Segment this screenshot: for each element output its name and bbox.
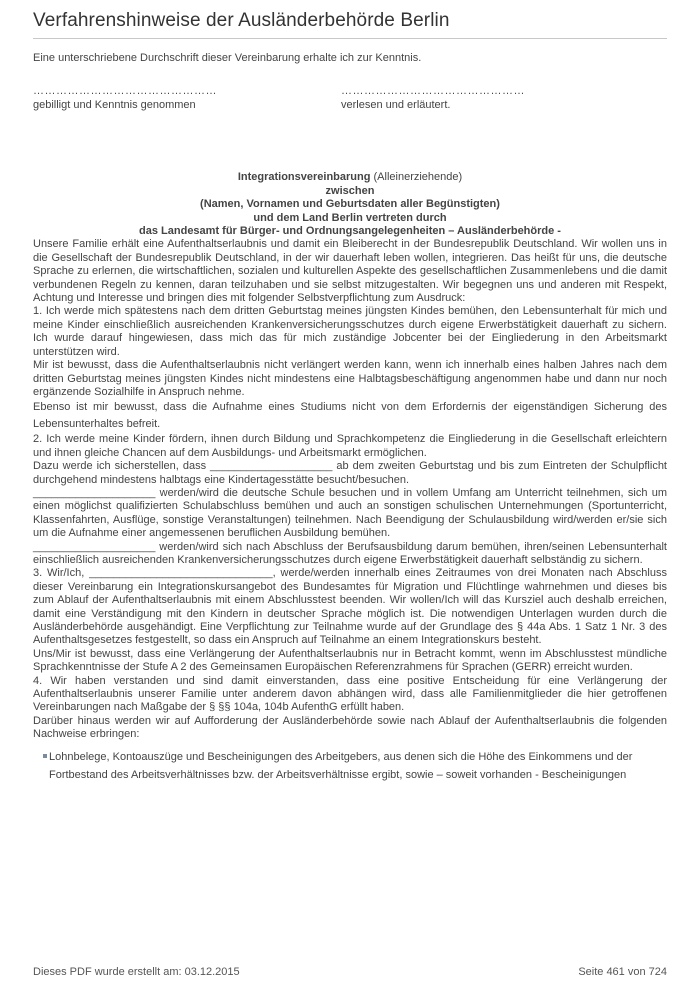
section-1-paragraph-a: 1. Ich werde mich spätestens nach dem dritten Geburtstag meines jüngsten Kindes bemühen, den Lebensunterhalt für mich und meine Kinder einschließlich ausreichenden Krankenversicherungsschutzes durch eigene Erwerbstätigkeit dauerhaft zu sichern. Ich wurde darauf hingewiesen, dass mich das für mich zuständige Jobcenter bei der Eingliederung in den Arbeitsmarkt unterstützen wird. — [33, 305, 667, 358]
title-line-4: und dem Land Berlin vertreten durch — [253, 211, 447, 224]
page-title: Verfahrenshinweise der Ausländerbehörde Berlin — [33, 10, 450, 31]
signature-right — [341, 85, 525, 112]
section-2-paragraph-a: 2. Ich werde meine Kinder fördern, ihnen durch Bildung und Sprachkompetenz die Eingliederung in die Gesellschaft erleichtern und ihnen gleiche Chancen auf dem Ausbildungs- und Arbeitsmarkt ermöglichen. — [33, 433, 667, 459]
section-2-paragraph-c: ____________________ werden/wird die deutsche Schule besuchen und in vollem Umfang am Unterricht teilnehmen, sich um einen möglichst qualifizierten Schulabschluss bemühen und auch an sonstigen schulischen Unternehmungen (Sportunterricht, Klassenfahrten, Ausflüge, sonstige Veranstaltungen) teilnehmen. Nach Beendigung der Schulausbildung wird/werden er/sie sich um die Aufnahme einer angemessenen beruflichen Ausbildung bemühen. — [33, 486, 667, 540]
creation-date: Dieses PDF wurde erstellt am: 03.12.2015 — [33, 966, 240, 978]
acknowledgement-text: Eine unterschriebene Durchschrift dieser Vereinbarung erhalte ich zur Kenntnis. — [33, 52, 422, 64]
list-item — [43, 748, 667, 784]
section-1-paragraph-c: Ebenso ist mir bewusst, dass die Aufnahme eines Studiums nicht von dem Erfordernis der eigenständigen Sicherung des Lebensunterhaltes befreit. — [33, 401, 667, 431]
signature-line-left: ………………………………………… — [33, 85, 217, 98]
intro-paragraph: Unsere Familie erhält eine Aufenthaltserlaubnis und damit ein Bleiberecht in der Bundesrepublik Deutschland. Wir wollen uns in die Gesellschaft der Bundesrepublik Deutschland, in der wir dauerhaft leben wollen, integrieren. Das heißt für uns, die deutsche Sprache zu erlernen, die wirtschaftlichen, sozialen und kulturellen Aspekte des gesellschaftlichen Zusammenlebens und die damit verbundenen Regeln zu kennen, daran teilzuhaben und sie selbst mitzugestalten. Wir begegnen uns und anderen mit Respekt, Achtung und Interesse und bringen dies mit folgender Selbstverpflichtung zum Ausdruck: — [33, 238, 667, 305]
section-2-paragraph-d: ____________________ werden/wird sich nach Abschluss der Berufsausbildung darum bemühen, ihren/seinen Lebensunterhalt einschließlich ausreichenden Krankenversicherungsschutzes durch eigene Erwerbstätigkeit dauerhaft selbständig zu sichern. — [33, 540, 667, 566]
title-line-3: (Namen, Vornamen und Geburtsdaten aller Begünstigten) — [200, 198, 500, 211]
signature-row — [33, 85, 667, 115]
section-1-paragraph-b: Mir ist bewusst, dass die Aufenthaltserlaubnis nicht verlängert werden kann, wenn ich innerhalb eines halben Jahres nach dem dritten Geburtstag meines jüngsten Kindes nicht mindestens eine Halbtagsbeschäftigung angenommen habe und dann nur noch ergänzende Sozialhilfe in Anspruch nehme. — [33, 359, 667, 398]
page-number: Seite 461 von 724 — [578, 966, 667, 978]
title-qualifier: (Alleinerziehende) — [370, 171, 463, 184]
title-line-1 — [33, 171, 667, 184]
bullet-icon — [43, 754, 47, 758]
evidence-list — [43, 748, 667, 784]
title-line-2: zwischen — [325, 184, 375, 197]
title-line-5: das Landesamt für Bürger- und Ordnungsangelegenheiten – Ausländerbehörde - — [139, 225, 561, 238]
signature-label-right — [341, 99, 450, 111]
signature-line-right: ………………………………………… — [341, 85, 525, 98]
list-item-text: Lohnbelege, Kontoauszüge und Bescheinigungen des Arbeitgebers, aus denen sich die Höhe des Einkommens und der Fortbestand des Arbeitsverhältnisses bzw. der Arbeitsverhältnisse ergibt, sowie – soweit vorhanden - Bescheinigungen — [49, 750, 633, 781]
signature-left — [33, 85, 217, 112]
document-body — [33, 52, 667, 784]
section-3-paragraph-b: Uns/Mir ist bewusst, dass eine Verlängerung der Aufenthaltserlaubnis nur in Betracht kommt, wenn im Abschlusstest mündliche Sprachkenntnisse der Stufe A 2 des Gemeinsamen Europäischen Referenzrahmens für Sprachen (GERR) erreicht wurden. — [33, 647, 667, 674]
section-4-paragraph: 4. Wir haben verstanden und sind damit einverstanden, dass eine positive Entscheidung für eine Verlängerung der Aufenthaltserlaubnis unserer Familie unter anderem davon abhängen wird, dass alle Familienmitglieder die hier getroffenen Vereinbarungen nach Maßgabe der § §§ 104a, 104b AufenthG erfüllt haben. — [33, 674, 667, 714]
section-2-paragraph-b: Dazu werde ich sicherstellen, dass ____________________ ab dem zweiten Geburtstag und bis zum Eintreten der Schulpflicht durchgehend mindestens halbtags eine Kindertagesstätte besucht/besuchen. — [33, 460, 667, 486]
evidence-intro: Darüber hinaus werden wir auf Aufforderung der Ausländerbehörde sowie nach Ablauf der Aufenthaltserlaubnis die folgenden Nachweise erbringen: — [33, 714, 667, 741]
title-main: Integrationsvereinbarung — [237, 171, 371, 184]
signature-label-left: gebilligt und Kenntnis genommen — [33, 98, 196, 111]
section-3-paragraph-a: 3. Wir/Ich, ______________________________, werde/werden innerhalb eines Zeitraumes von drei Monaten nach Abschluss dieser Vereinbarung ein Integrationskursangebot des Bundesamtes für Migration und Flüchtlinge wahrnehmen und dieses bis zum Ablauf der Aufenthaltserlaubnis mit einem Abschlusstest beenden. Wir wollen/Ich will das Kursziel auch deshalb erreichen, damit eine Verständigung mit den Kindern in deutscher Sprache möglich ist. Die notwendigen Unterlagen wurden durch die Ausländerbehörde ausgehändigt. Eine Verpflichtung zur Teilnahme wurde auf der Grundlage des § 44a Abs. 1 Satz 1 Nr. 3 des Aufenthaltsgesetzes festgestellt, so dass ein Anspruch auf Teilnahme an einem Integrationskurs besteht. — [33, 567, 667, 647]
agreement-title — [33, 171, 667, 238]
signature-label-right-text: verlesen und erläutert. — [341, 98, 451, 111]
page-header — [33, 10, 667, 39]
